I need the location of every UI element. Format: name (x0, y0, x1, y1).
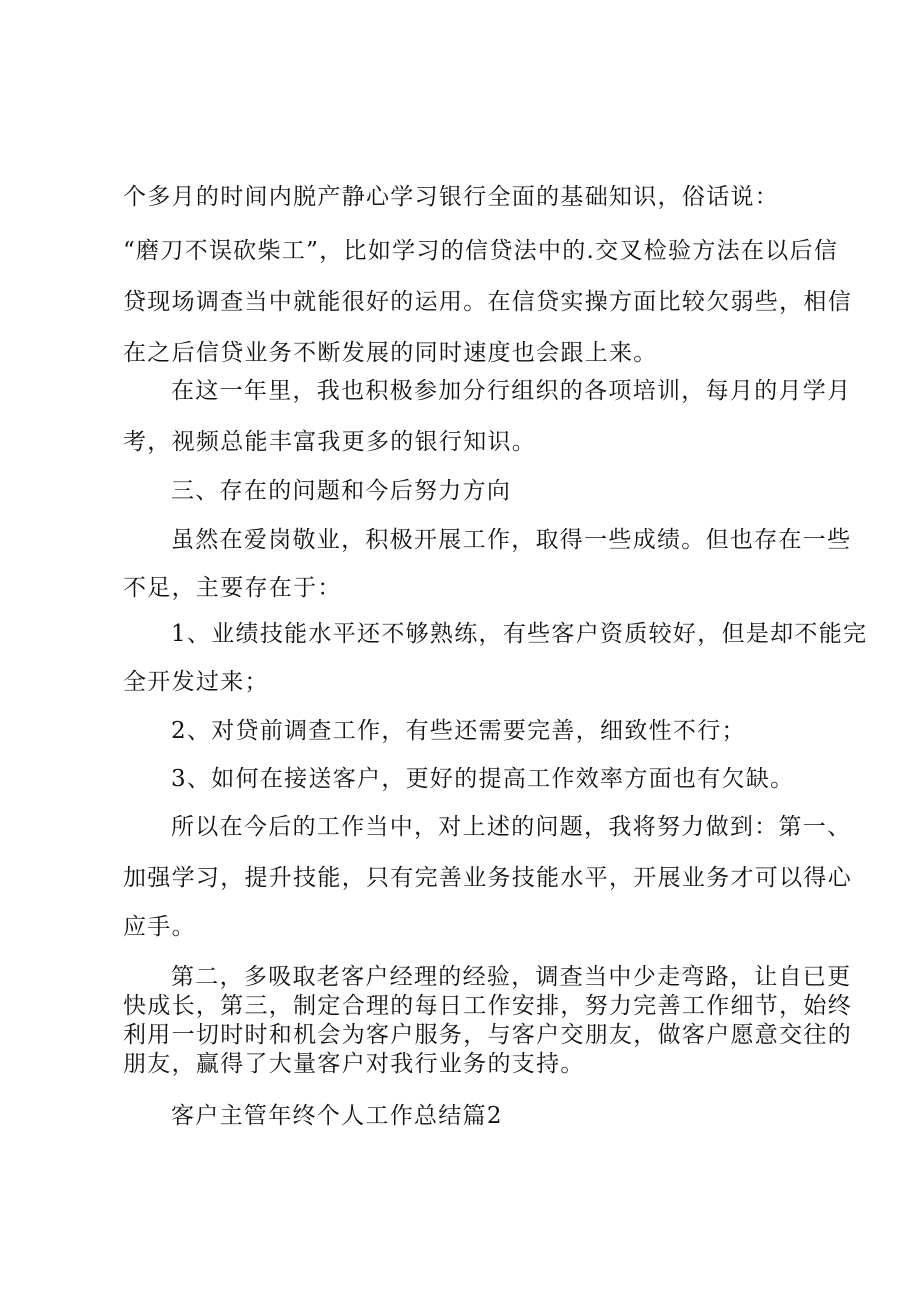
text-line: 应手。 (123, 914, 196, 940)
text-line: 三、存在的问题和今后努力方向 (171, 478, 512, 504)
text-line: 加强学习，提升技能，只有完善业务技能水平，开展业务才可以得心 (123, 865, 852, 891)
text-line: 第二，多吸取老客户经理的经验，调查当中少走弯路，让自已更 (171, 964, 852, 990)
text-line: 贷现场调查当中就能很好的运用。在信贷实操方面比较欠弱些，相信 (123, 289, 852, 315)
text-line: “磨刀不误砍柴工”，比如学习的信贷法中的.交叉检验方法在以后信 (123, 238, 839, 264)
text-line: 所以在今后的工作当中，对上述的问题，我将努力做到：第一、 (171, 814, 852, 840)
text-line: 3、如何在接送客户，更好的提高工作效率方面也有欠缺。 (171, 766, 795, 792)
text-line: 虽然在爱岗敬业，积极开展工作，取得一些成绩。但也存在一些 (171, 527, 852, 553)
text-line: 客户主管年终个人工作总结篇2 (171, 1103, 503, 1129)
text-line: 朋友，赢得了大量客户对我行业务的支持。 (123, 1051, 585, 1077)
text-line: 快成长，第三，制定合理的每日工作安排，努力完善工作细节，始终 (123, 993, 852, 1019)
text-line: 在之后信贷业务不断发展的同时速度也会跟上来。 (123, 340, 658, 366)
text-line: 不足，主要存在于： (123, 575, 342, 601)
text-line: 在这一年里，我也积极参加分行组织的各项培训，每月的月学月 (171, 378, 852, 404)
text-line: 2、对贷前调查工作，有些还需要完善，细致性不行； (171, 718, 746, 744)
text-line: 1、业绩技能水平还不够熟练，有些客户资质较好，但是却不能完 (171, 621, 868, 647)
text-line: 全开发过来； (123, 669, 269, 695)
text-line: 考，视频总能丰富我更多的银行知识。 (123, 429, 537, 455)
text-line: 利用一切时时和机会为客户服务，与客户交朋友，做客户愿意交往的 (123, 1022, 852, 1048)
text-line: 个多月的时间内脱产静心学习银行全面的基础知识，俗话说： (123, 184, 780, 210)
